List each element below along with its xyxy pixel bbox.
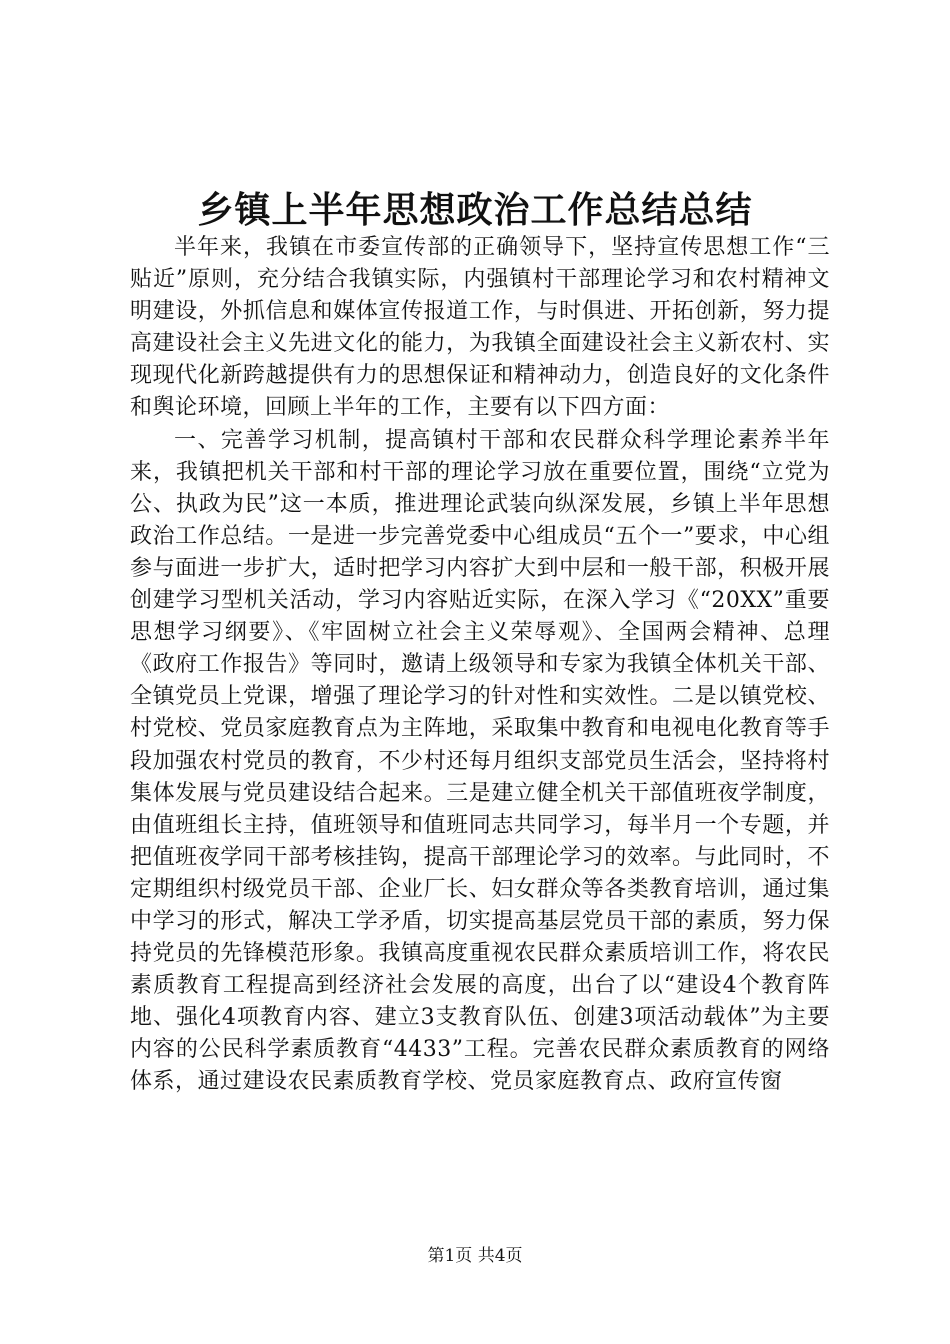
body-paragraph-section-one: 一、完善学习机制，提高镇村干部和农民群众科学理论素养半年来，我镇把机关干部和村干部的理论学习放在重要位置，围绕“立党为公、执政为民”这一本质，推进理论武装向纵深发展，乡镇上半年思想政治工作总结。一是进一步完善党委中心组成员“五个一”要求，中心组参与面进一步扩大，适时把学习内容扩大到中层和一般干部，积极开展创建学习型机关活动，学习内容贴近实际，在深入学习《“20XX”重要思想学习纲要》、《牢固树立社会主义荣辱观》、全国两会精神、总理《政府工作报告》等同时，邀请上级领导和专家为我镇全体机关干部、全镇党员上党课，增强了理论学习的针对性和实效性。二是以镇党校、村党校、党员家庭教育点为主阵地，采取集中教育和电视电化教育等手段加强农村党员的教育，不少村还每月组织支部党员生活会，坚持将村集体发展与党员建设结合起来。三是建立健全机关干部值班夜学制度，由值班组长主持，值班领导和值班同志共同学习，每半月一个专题，并把值班夜学同干部考核挂钩，提高干部理论学习的效率。与此同时，不定期组织村级党员干部、企业厂长、妇女群众等各类教育培训，通过集中学习的形式，解决工学矛盾，切实提高基层党员干部的素质，努力保持党员的先锋模范形象。我镇高度重视农民群众素质培训工作，将农民素质教育工程提高到经济社会发展的高度，出台了以“建设4个教育阵地、强化4项教育内容、建立3支教育队伍、创建3项活动载体”为主要内容的公民科学素质教育“4433”工程。完善农民群众素质教育的网络体系，通过建设农民素质教育学校、党员家庭教育点、政府宣传窗	[130, 427, 830, 1095]
document-body	[130, 232, 830, 1099]
page-number-footer: 第1页 共4页	[427, 1246, 523, 1266]
body-paragraph-intro: 半年来，我镇在市委宣传部的正确领导下，坚持宣传思想工作“三贴近”原则，充分结合我镇实际，内强镇村干部理论学习和农村精神文明建设，外抓信息和媒体宣传报道工作，与时俱进、开拓创新，努力提高建设社会主义先进文化的能力，为我镇全面建设社会主义新农村、实现现代化新跨越提供有力的思想保证和精神动力，创造良好的文化条件和舆论环境，回顾上半年的工作，主要有以下四方面：	[130, 235, 830, 421]
document-title: 乡镇上半年思想政治工作总结总结	[197, 189, 753, 231]
